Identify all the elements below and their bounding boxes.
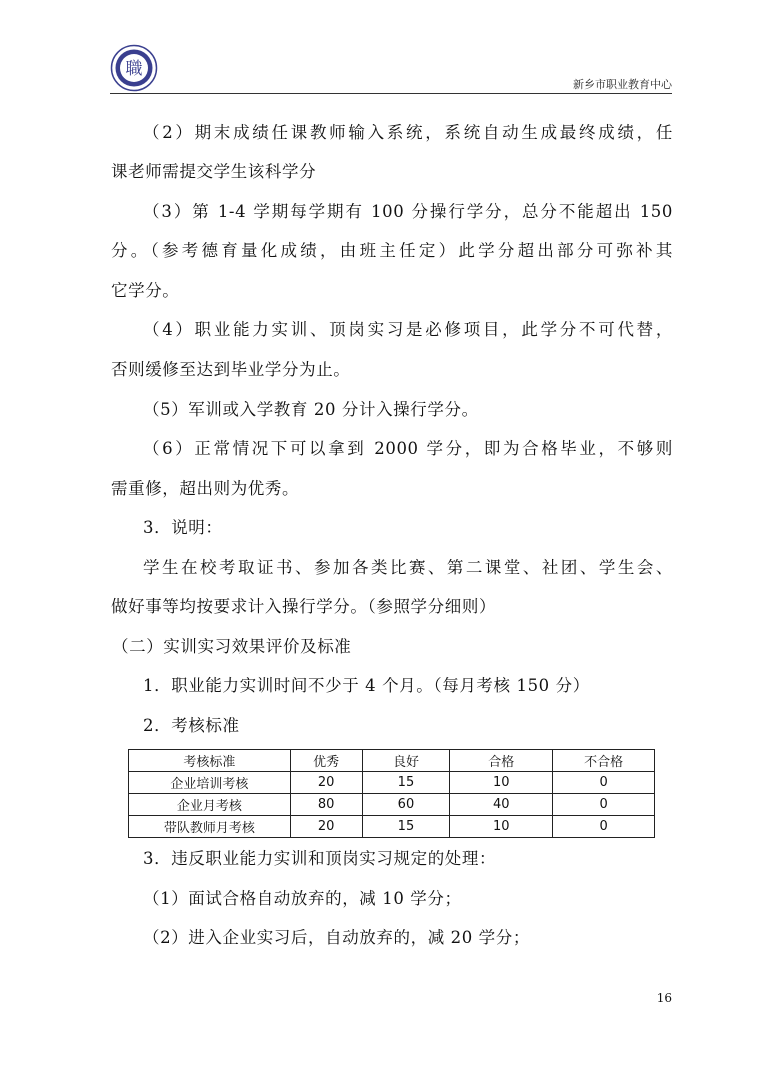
table-cell: 企业月考核 xyxy=(129,794,291,816)
organization-name: 新乡市职业教育中心 xyxy=(573,78,672,91)
body-line: （2）期末成绩任课教师输入系统，系统自动生成最终成绩，任 xyxy=(143,123,673,142)
table-row xyxy=(129,816,655,838)
page-number: 16 xyxy=(656,991,672,1005)
logo-glyph: 職 xyxy=(125,59,143,79)
table-cell: 15 xyxy=(362,772,450,794)
body-line: （5）军训或入学教育 20 分计入操行学分。 xyxy=(143,400,479,419)
body-line: （2）进入企业实习后，自动放弃的，减 20 学分； xyxy=(143,928,530,947)
body-line: 它学分。 xyxy=(111,281,180,300)
section-heading: 2．考核标准 xyxy=(143,716,240,735)
body-line: （6）正常情况下可以拿到 2000 学分，即为合格毕业，不够则 xyxy=(143,439,673,458)
body-line: 分。（参考德育量化成绩，由班主任定）此学分超出部分可弥补其 xyxy=(111,241,673,260)
table-cell: 0 xyxy=(553,816,655,838)
body-line: 做好事等均按要求计入操行学分。（参照学分细则） xyxy=(111,597,497,616)
table-cell: 0 xyxy=(553,794,655,816)
table-header-cell: 良好 xyxy=(362,750,450,772)
table-header-cell: 优秀 xyxy=(290,750,362,772)
body-line: （3）第 1-4 学期每学期有 100 分操行学分，总分不能超出 150 xyxy=(143,202,673,221)
table-header-cell: 考核标准 xyxy=(129,750,291,772)
table-cell: 企业培训考核 xyxy=(129,772,291,794)
table-header-cell: 不合格 xyxy=(553,750,655,772)
body-line: （1）面试合格自动放弃的，减 10 学分； xyxy=(143,889,462,908)
body-line: 学生在校考取证书、参加各类比赛、第二课堂、社团、学生会、 xyxy=(143,558,673,577)
table-row xyxy=(129,772,655,794)
body-line: 课老师需提交学生该科学分 xyxy=(111,162,317,181)
table-cell: 20 xyxy=(290,772,362,794)
table-cell: 20 xyxy=(290,816,362,838)
table-cell: 60 xyxy=(362,794,450,816)
table-header-row xyxy=(129,750,655,772)
body-line: 否则缓修至达到毕业学分为止。 xyxy=(111,360,351,379)
table-cell: 10 xyxy=(450,772,553,794)
table-cell: 0 xyxy=(553,772,655,794)
section-heading: 3．说明： xyxy=(143,518,223,537)
assessment-criteria-table xyxy=(128,749,655,838)
table-cell: 15 xyxy=(362,816,450,838)
section-heading: 3．违反职业能力实训和顶岗实习规定的处理： xyxy=(143,849,497,868)
table-row xyxy=(129,794,655,816)
table-cell: 带队教师月考核 xyxy=(129,816,291,838)
school-logo xyxy=(110,44,158,92)
table-cell: 10 xyxy=(450,816,553,838)
body-line: 需重修，超出则为优秀。 xyxy=(111,479,300,498)
body-line: （4）职业能力实训、顶岗实习是必修项目，此学分不可代替， xyxy=(143,320,673,339)
table-cell: 80 xyxy=(290,794,362,816)
body-line: 1．职业能力实训时间不少于 4 个月。（每月考核 150 分） xyxy=(143,676,590,695)
table-cell: 40 xyxy=(450,794,553,816)
table-header-cell: 合格 xyxy=(450,750,553,772)
section-heading: （二）实训实习效果评价及标准 xyxy=(112,637,352,656)
header-divider xyxy=(110,93,672,94)
